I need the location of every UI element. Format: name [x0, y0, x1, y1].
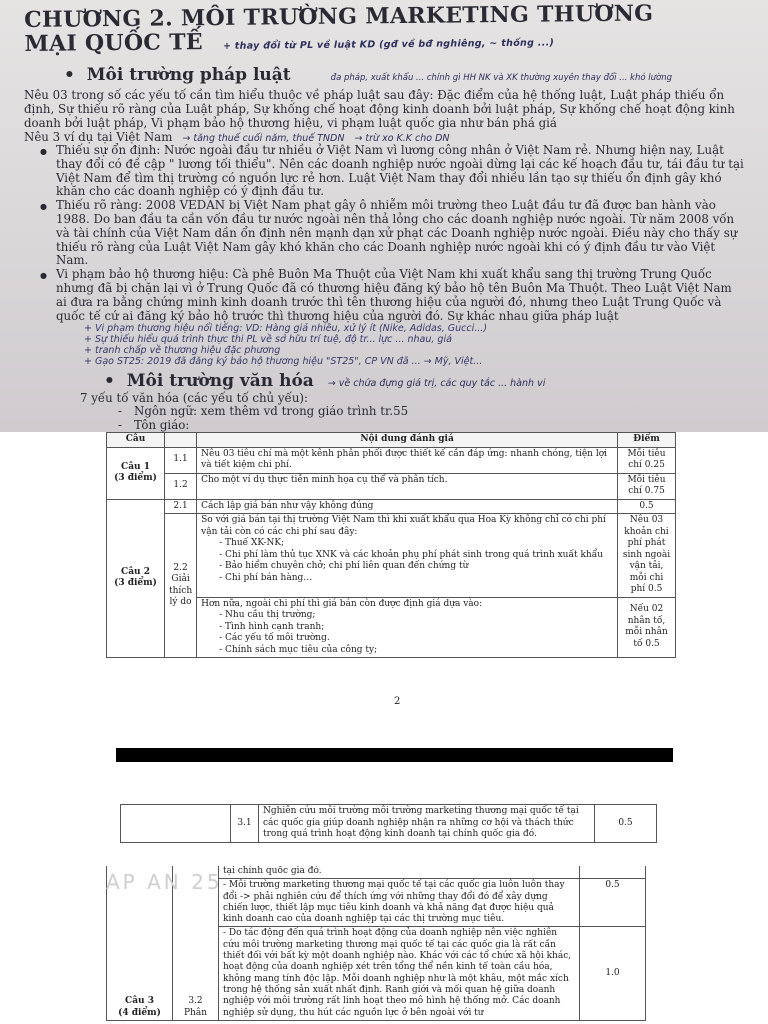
grading-table — [106, 432, 676, 658]
intro-handwriting: → trừ xo K.K cho DN — [354, 133, 450, 144]
question-2-cell — [107, 499, 165, 658]
handnote: + tranh chấp về thương hiệu đặc phương — [84, 345, 281, 357]
second-table — [120, 804, 657, 843]
list-item: - Chi phí bán hàng… — [219, 573, 613, 585]
handwritten-notes — [24, 323, 744, 367]
row-content: Nêu 03 tiêu chí mà một kênh phân phối được thiết kế cần đáp ứng: nhanh chóng, tiện lợi và tiết kiệm chi phí. — [197, 447, 618, 473]
row-code: 2.2 — [173, 562, 188, 573]
row-score: 0.5 — [580, 879, 646, 927]
question-1-cell — [107, 447, 165, 499]
chapter-title-line2: MẠI QUỐC TẾ — [24, 29, 204, 57]
row-content-text: Hơn nữa, ngoài chi phí thì giá bán còn được định giá dựa vào: — [201, 598, 483, 609]
header-code-spacer — [165, 433, 197, 448]
third-scan — [0, 866, 768, 1024]
bullet-trademark: ● Vi phạm bảo hộ thương hiệu: Cà phê Buôn Ma Thuột của Việt Nam khi xuất khẩu sang thị trường Trung Quốc nhưng đã bị chặn lại vì ở Trung Quốc đã có thương hiệu đăng ký bảo hộ tên Buôn Ma Thuột. Theo Luật Việt Nam ai đưa ra bằng chứng minh kinh doanh trước thì tên thương hiệu của người đó, nhưng theo Luật Trung Quốc và quốc tế cứ ai đăng ký bảo hộ trước thì thương hiệu của người đó. Sự khác nhau giữa pháp luật — [46, 268, 744, 323]
table-row — [121, 805, 657, 843]
bullet-unclear: ● Thiếu rõ ràng: 2008 VEDAN bị Việt Nam phạt gây ô nhiễm môi trường theo Luật đầu tư đã được ban hành vào 1988. Do ban đầu ta cần vốn đầu tư nước ngoài nên thả lỏng cho các doanh nghiệp nước ngoài. Từ năm 2008 vốn và tài chính của Việt Nam dần ổn định nên mạnh dạn xử phạt các Doanh nghiệp nước ngoài. Điều này cho thấy sự thiếu rõ ràng của Luật Việt Nam gây khó khăn cho các Doanh nghiệp nước ngoài khi có ý định đầu tư vào Việt Nam. — [46, 199, 744, 268]
row-content-text: So với giá bán tại thị trường Việt Nam thì khi xuất khẩu qua Hoa Kỳ không chỉ có chi phí vận tải còn có các chi phí sau đây: — [201, 515, 606, 537]
header-content: Nội dung đánh giá — [197, 433, 618, 448]
row-code-cell — [165, 514, 197, 658]
page-number: 2 — [394, 696, 401, 707]
list-item: - Chính sách mục tiêu của công ty; — [219, 645, 613, 657]
culture-item-language: - Ngôn ngữ: xem thêm vd trong giáo trình tr.55 — [124, 405, 744, 419]
row-code-sub: Giải thích lý do — [169, 574, 193, 607]
question-1-points: (3 điểm) — [114, 473, 157, 483]
list-item: - Nhu cầu thị trường; — [219, 610, 613, 622]
factor-list — [219, 610, 613, 656]
notes-photo — [0, 0, 768, 432]
chapter-title — [24, 0, 745, 61]
question-2-points: (3 điểm) — [114, 578, 157, 589]
question-3-points: (4 điểm) — [118, 1007, 161, 1018]
culture-list — [124, 405, 744, 432]
header-question: Câu — [107, 433, 165, 448]
question-1-label: Câu 1 — [121, 461, 150, 472]
section-culture-title: • Môi trường văn hóa — [104, 371, 314, 392]
row-score: 1.0 — [580, 927, 646, 1020]
page-divider — [116, 748, 673, 762]
row-content: - Do tác động đến quá trình hoạt động của doanh nghiệp nên việc nghiên cứu môi trường marketing thương mại quốc tế tại các quốc gia là rất cần thiết đối với bất kỳ một doanh nghiệp nào. Khác với các tổ chức xã hội khác, hoạt động của doanh nghiệp xét trên tổng thể nền kinh tế toàn cầu hóa, không mang tính độc lập. Mỗi doanh nghiệp như là một khâu, một mắc xích trong hệ thống sản xuất nhất định. Ranh giới và mối quan hệ giữa doanh nghiệp với môi trường rất linh hoạt theo mô hình hệ thống mở. Các doanh nghiệp sử dụng, thu hút các nguồn lực ở bên ngoài với tư — [219, 927, 580, 1020]
question-2-label: Câu 2 — [121, 566, 150, 577]
row-content: Cho một ví dụ thực tiễn minh họa cụ thể và phân tích. — [197, 473, 618, 499]
chapter-handwriting: + thay đổi từ PL về luật KD (gđ về bđ nghiêng, ~ thống ...) — [222, 37, 555, 52]
culture-item-religion: - Tôn giáo: — [124, 419, 744, 432]
blank-cell — [121, 805, 231, 843]
list-item: - Tình hình cạnh tranh; — [219, 622, 613, 634]
section-legal-label: Môi trường pháp luật — [86, 65, 291, 85]
section-culture-handwriting: → về chứa đựng giá trị, các quy tắc ... hành vi — [327, 378, 546, 390]
watermark: AP AN 25 — [106, 870, 223, 894]
row-code: 3.1 — [231, 805, 259, 843]
cost-list — [219, 538, 613, 584]
example-lead: Nêu 3 ví dụ tại Việt Nam — [24, 130, 173, 144]
legal-bullet-list — [46, 144, 744, 323]
handnote: + Sự thiếu hiểu quá trình thực thi PL về sở hữu trí tuệ, độ tr... lực ... nhau, giá — [84, 334, 452, 346]
list-item: - Bảo hiểm chuyên chở; chi phí liên quan đến chứng từ — [219, 561, 613, 573]
section-legal-title: • Môi trường pháp luật — [64, 65, 291, 85]
bullet-instability: ● Thiếu sự ổn định: Nước ngoài đầu tư nhiều ở Việt Nam vì lương công nhân ở Việt Nam rẻ. Nhưng hiện nay, Luật thay đổi có đề cập " lương tối thiểu". Nên các doanh nghiệp nước ngoài dừng lại các kế hoạch đầu tư, tái đầu tư tại Việt Nam để tìm thị trường có nguồn lực rẻ hơn. Luật Việt Nam thay đổi nhiều lần tạo sự thiếu ổn định gây khó khăn cho các doanh nghiệp có ý định đầu tư. — [46, 144, 744, 199]
row-content — [197, 597, 618, 658]
example-lead-handwriting: → tăng thuế cuối năm, thuế TNDN — [182, 133, 345, 144]
table-row — [107, 499, 676, 514]
grading-scan — [0, 432, 768, 802]
culture-lead: 7 yếu tố văn hóa (các yếu tố chủ yếu): — [80, 391, 308, 406]
second-scan — [0, 802, 768, 866]
row-content: tại chính quốc gia đó. — [219, 866, 580, 879]
section-legal-handwriting: đa pháp, xuất khẩu ... chính gì HH NK và XK thường xuyên thay đổi ... khó lường — [330, 73, 672, 83]
row-code: 2.1 — [165, 499, 197, 514]
list-item: - Chi phí làm thủ tục XNK và các khoản phụ phí phát sinh trong quá trình xuất khẩu — [219, 550, 613, 562]
row-score: 0.5 — [618, 499, 676, 514]
row-score: Mỗi tiêu chí 0.75 — [618, 473, 676, 499]
table-row — [107, 447, 676, 473]
row-score: Nếu 02 nhân tố, mỗi nhân tố 0.5 — [618, 597, 676, 658]
row-code: 1.1 — [165, 447, 197, 473]
list-item: - Thuế XK-NK; — [219, 538, 613, 550]
section-culture-label: Môi trường văn hóa — [126, 371, 314, 392]
row-code: 1.2 — [165, 473, 197, 499]
question-3-label: Câu 3 — [125, 996, 154, 1007]
row-score: Mỗi tiêu chí 0.25 — [618, 447, 676, 473]
table-header-row — [107, 433, 676, 448]
legal-intro: Nêu 03 trong số các yếu tố cần tìm hiểu thuộc về pháp luật sau đây: Đặc điểm của hệ thống luật, Luật pháp thiếu ổn định, Sự thiếu rõ ràng của Luật pháp, Sự khống chế hoạt động kinh doanh bởi luật pháp, Sự khống chế hoạt động kinh doanh bởi luật pháp, Vi phạm bảo hộ thương hiệu, vi phạm luật quốc gia như bán phá giá — [24, 88, 735, 130]
header-score: Điểm — [618, 433, 676, 448]
handnote: + Vi phạm thương hiệu nổi tiếng: VD: Hàng giả nhiều, xử lý ít (Nike, Adidas, Gucci...) — [84, 323, 488, 335]
blank-cell — [580, 866, 646, 879]
row-content — [197, 514, 618, 598]
row-content: Nghiên cứu môi trường môi trường marketing thương mại quốc tế tại các quốc gia giúp doanh nghiệp nhận ra những cơ hội và thách thức trong quá trình hoạt động kinh doanh tại chính quốc gia đó. — [259, 805, 595, 843]
row-code-sub: Phân — [183, 1007, 207, 1018]
row-score: 0.5 — [595, 805, 657, 843]
row-content: Cách lập giá bán như vậy không đúng — [197, 499, 618, 514]
row-score: Nêu 03 khoản chi phí phát sinh ngoài vận tải, mỗi chi phí 0.5 — [618, 514, 676, 598]
table-row — [107, 473, 676, 499]
chapter-title-line1: CHƯƠNG 2. MÔI TRƯỜNG MARKETING THƯƠNG — [23, 0, 654, 33]
list-item: - Các yếu tố môi trường. — [219, 633, 613, 645]
row-code: 3.2 — [188, 996, 203, 1007]
handnote: + Gạo ST25: 2019 đã đăng ký bảo hộ thương hiệu "ST25", CP VN đã ... → Mỹ, Việt... — [84, 356, 483, 368]
row-content: - Môi trường marketing thương mại quốc tế tại các quốc gia luôn luôn thay đổi -> phải nghiên cứu để thích ứng với những thay đổi đó để xây dựng chiến lược, thiết lập mục tiêu kinh doanh và khả năng đạt được hiệu quả kinh doanh cao của doanh nghiệp tại các thị trường mục tiêu. — [219, 879, 580, 927]
table-row — [107, 514, 676, 598]
